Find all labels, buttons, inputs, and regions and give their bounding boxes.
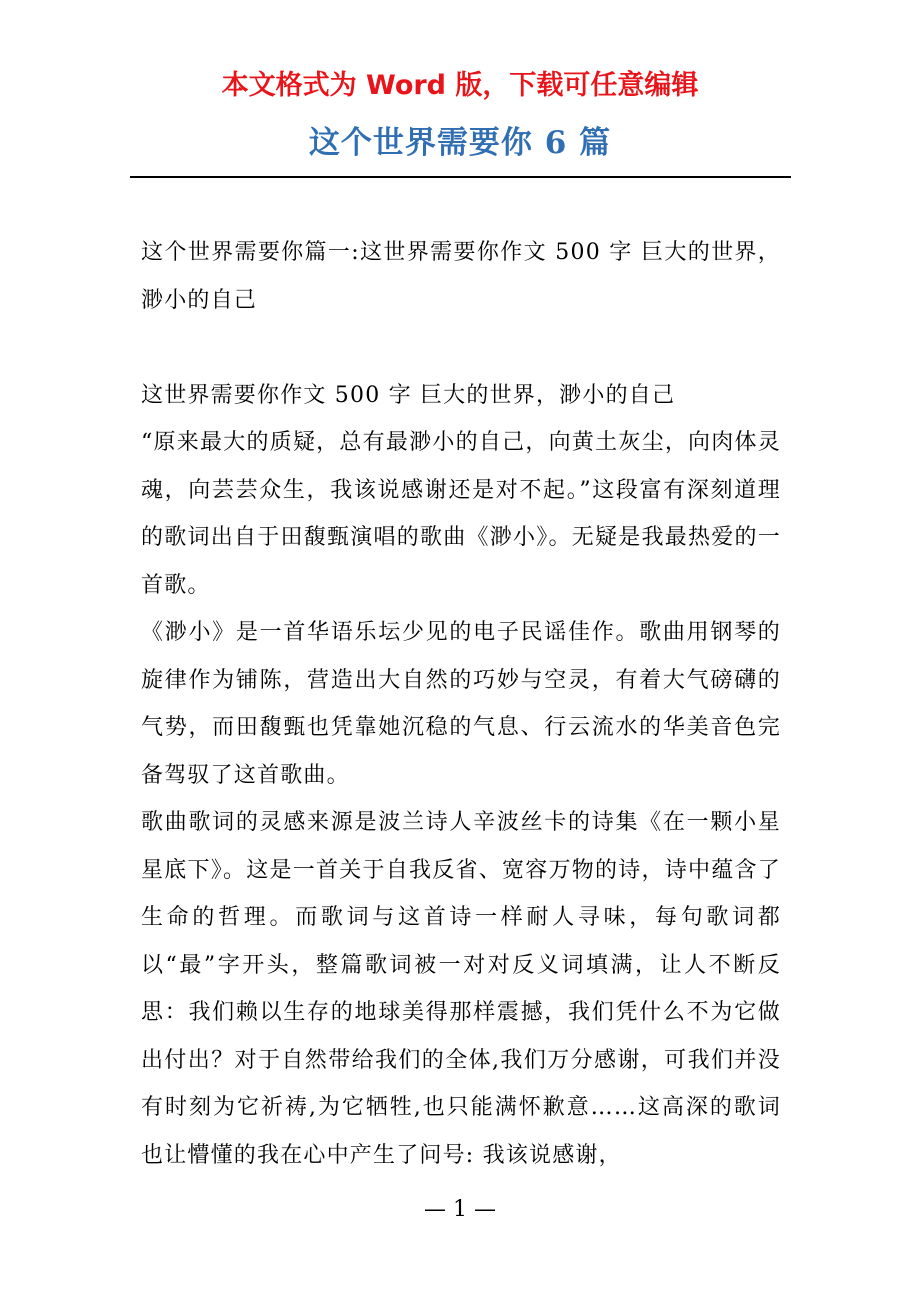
- section-heading: 这个世界需要你篇一:这世界需要你作文 500 字 巨大的世界，渺小的自己: [141, 240, 781, 313]
- page-number: — 1 —: [424, 1197, 496, 1222]
- body-paragraph: 歌曲歌词的灵感来源是波兰诗人辛波丝卡的诗集《在一颗小星星底下》。这是一首关于自我反省、宽容万物的诗，诗中蕴含了生命的哲理。而歌词与这首诗一样耐人寻味，每句歌词都以“最”字开头，整篇歌词被一对对反义词填满，让人不断反思：我们赖以生存的地球美得那样震撼，我们凭什么不为它做出付出？对于自然带给我们的全体,我们万分感谢，可我们并没有时刻为它祈祷,为它牺牲,也只能满怀歉意……这高深的歌词也让懵懂的我在心中产生了问号: 我该说感谢，: [141, 810, 781, 1168]
- format-notice-banner: 本文格式为 Word 版，下载可任意编辑: [221, 70, 699, 101]
- document-title: 这个世界需要你 6 篇: [308, 125, 612, 161]
- essay-title-line: 这世界需要你作文 500 字 巨大的世界，渺小的自己: [141, 382, 676, 408]
- title-divider: [130, 176, 791, 178]
- body-paragraph: 《渺小》是一首华语乐坛少见的电子民谣佳作。歌曲用钢琴的旋律作为铺陈，营造出大自然的巧妙与空灵，有着大气磅礴的气势，而田馥甄也凭靠她沉稳的气息、行云流水的华美音色完备驾驭了这首歌曲。: [141, 620, 781, 788]
- body-paragraph: “原来最大的质疑，总有最渺小的自己，向黄土灰尘，向肉体灵魂，向芸芸众生，我该说感谢还是对不起。”这段富有深刻道理的歌词出自于田馥甄演唱的歌曲《渺小》。无疑是我最热爱的一首歌。: [141, 430, 781, 598]
- document-body: [141, 229, 781, 1179]
